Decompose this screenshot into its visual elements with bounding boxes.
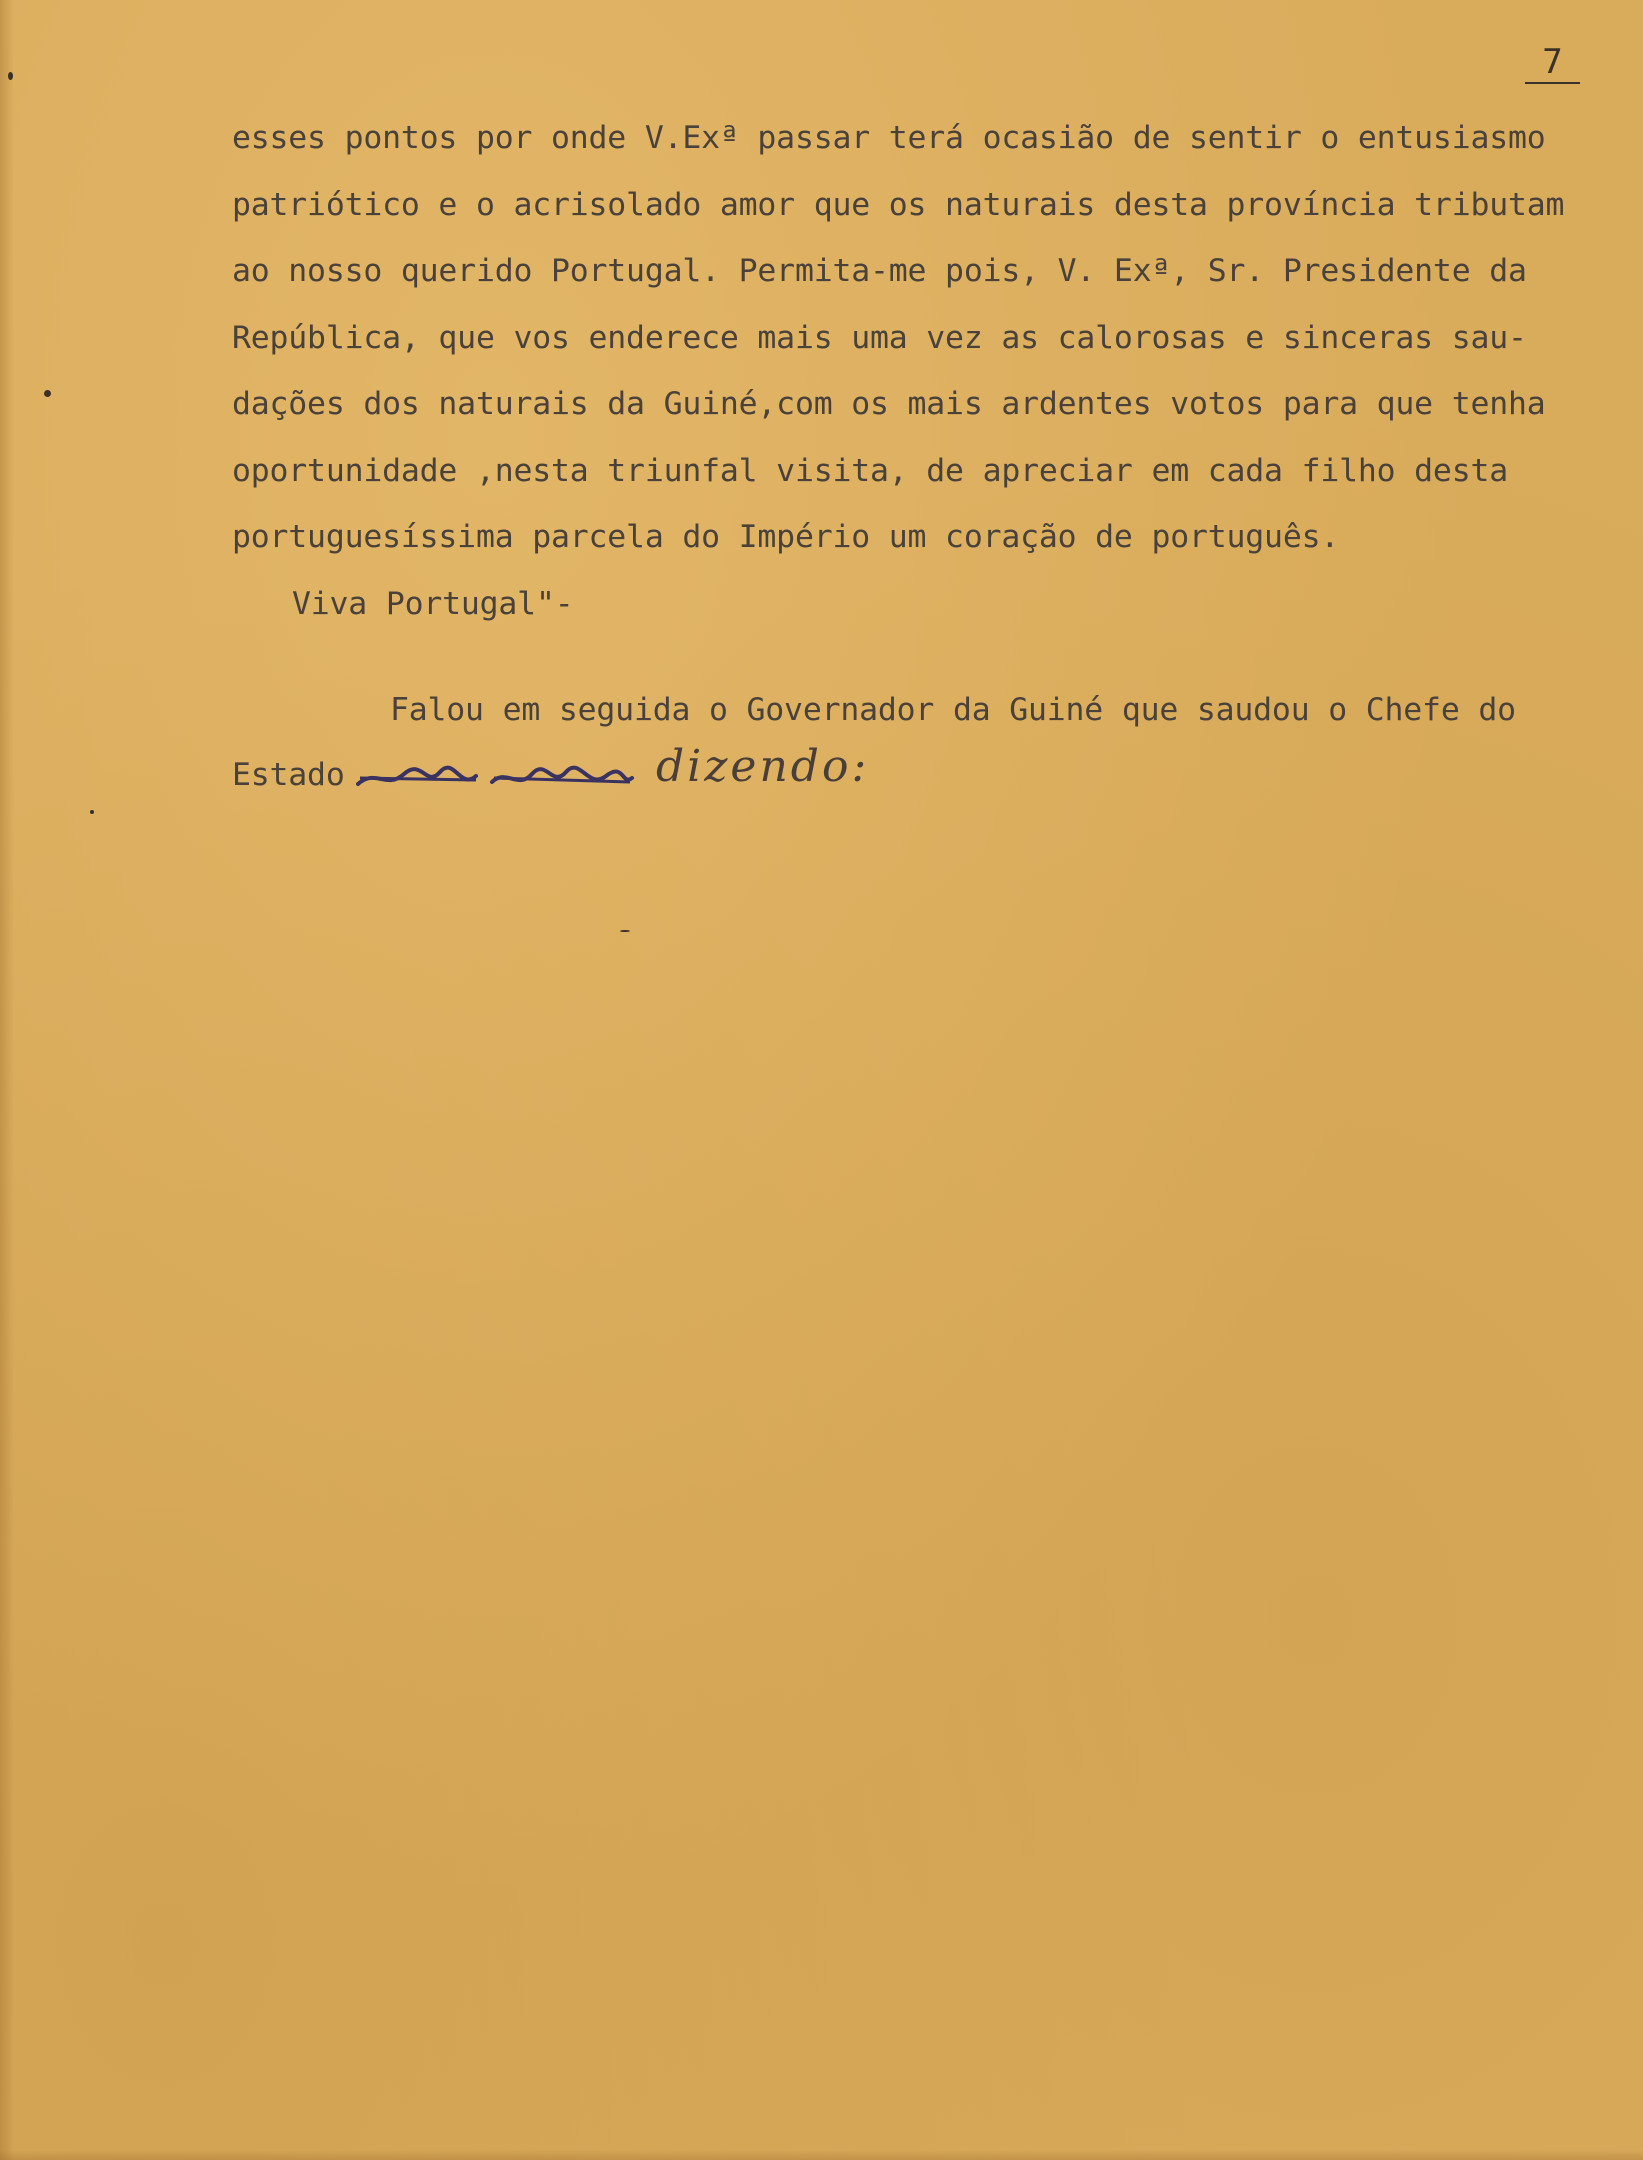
- text-line: ao nosso querido Portugal. Permita-me pois, V. Exª, Sr. Presidente da: [232, 253, 1527, 289]
- handwritten-correction: dizendo:: [656, 741, 870, 792]
- text-line: dações dos naturais da Guiné,com os mais ardentes votos para que tenha: [232, 386, 1546, 422]
- text-line: República, que vos enderece mais uma vez as calorosas e sinceras sau-: [232, 320, 1527, 356]
- page-edge-shadow-bottom: [0, 2150, 1643, 2160]
- ink-speck: [44, 390, 51, 397]
- ink-speck: [620, 930, 630, 932]
- page-number: 7: [1525, 42, 1580, 84]
- text-line: esses pontos por onde V.Exª passar terá ocasião de sentir o entusiasmo: [232, 120, 1546, 156]
- text-line: portuguesíssima parcela do Império um coração de português.: [232, 519, 1340, 555]
- text-line-last: Estado: [232, 757, 345, 793]
- page-edge-shadow: [0, 0, 14, 2160]
- text-line: oportunidade ,nesta triunfal visita, de apreciar em cada filho desta: [232, 453, 1508, 489]
- ink-speck: [90, 810, 94, 814]
- text-line-closing: Viva Portugal"-: [292, 586, 574, 622]
- text-line: patriótico e o acrisolado amor que os naturais desta província tributam: [232, 187, 1565, 223]
- paragraph-start: Falou em seguida o Governador da Guiné que saudou o Chefe do: [390, 692, 1516, 728]
- strikethrough-scribble: [356, 760, 636, 796]
- ink-speck: [8, 72, 13, 80]
